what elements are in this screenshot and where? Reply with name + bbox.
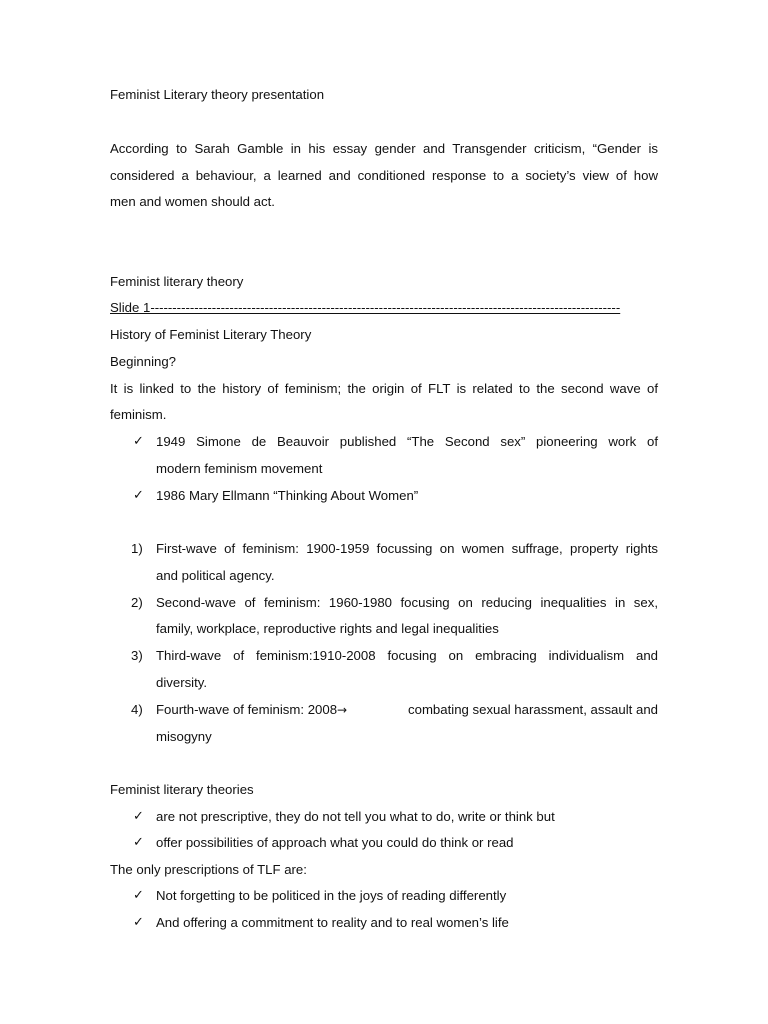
wave-4-number: 4) [131, 702, 143, 717]
slide-label: Slide 1----------------------------------------------------------------------------------------------------------- [110, 300, 621, 315]
wave-3-line-2: diversity. [156, 675, 208, 690]
check-icon: ✓ [133, 835, 144, 850]
wave-4-line-1 [156, 701, 658, 719]
milestone-1-line-2: modern feminism movement [156, 461, 323, 476]
quote-line-2: considered a behaviour, a learned and conditioned response to a society’s view of how [110, 168, 658, 183]
wave-2-line-2: family, workplace, reproductive rights and legal inequalities [156, 621, 499, 636]
quote-line-1: According to Sarah Gamble in his essay gender and Transgender criticism, “Gender is [110, 141, 658, 156]
prescriptions-point-2: And offering a commitment to reality and to real women’s life [156, 915, 509, 930]
wave-1-number: 1) [131, 541, 143, 556]
check-icon: ✓ [133, 434, 144, 449]
wave-2-line-1: Second-wave of feminism: 1960-1980 focusing on reducing inequalities in sex, [156, 595, 658, 610]
check-icon: ✓ [133, 888, 144, 903]
wave-4-pre: Fourth-wave of feminism: 2008 [156, 702, 338, 717]
check-icon: ✓ [133, 488, 144, 503]
wave-1-line-1: First-wave of feminism: 1900-1959 focussing on women suffrage, property rights [156, 541, 658, 556]
prescriptions-heading: The only prescriptions of TLF are: [110, 862, 307, 877]
wave-4-line-2: misogyny [156, 729, 212, 744]
section-heading: Feminist literary theory [110, 274, 244, 289]
theories-point-2: offer possibilities of approach what you could do think or read [156, 835, 514, 850]
quote-line-3: men and women should act. [110, 194, 275, 209]
history-text-line-2: feminism. [110, 407, 167, 422]
check-icon: ✓ [133, 809, 144, 824]
check-icon: ✓ [133, 915, 144, 930]
document-title: Feminist Literary theory presentation [110, 87, 325, 102]
wave-2-number: 2) [131, 595, 143, 610]
wave-1-line-2: and political agency. [156, 568, 275, 583]
beginning-question: Beginning? [110, 354, 176, 369]
wave-4-text-start [156, 701, 347, 719]
wave-3-number: 3) [131, 648, 143, 663]
theories-heading: Feminist literary theories [110, 782, 254, 797]
wave-3-line-1: Third-wave of feminism:1910-2008 focusing on embracing individualism and [156, 648, 658, 663]
arrow-right-icon: → [337, 703, 348, 717]
theories-point-1: are not prescriptive, they do not tell you what to do, write or think but [156, 809, 555, 824]
history-heading: History of Feminist Literary Theory [110, 327, 312, 342]
wave-4-post: combating sexual harassment, assault and [408, 702, 658, 717]
milestone-2-line-1: 1986 Mary Ellmann “Thinking About Women” [156, 488, 419, 503]
prescriptions-point-1: Not forgetting to be politiced in the joys of reading differently [156, 888, 507, 903]
milestone-1-line-1: 1949 Simone de Beauvoir published “The Second sex” pioneering work of [156, 434, 658, 449]
history-text-line-1: It is linked to the history of feminism; the origin of FLT is related to the second wave of [110, 381, 658, 396]
